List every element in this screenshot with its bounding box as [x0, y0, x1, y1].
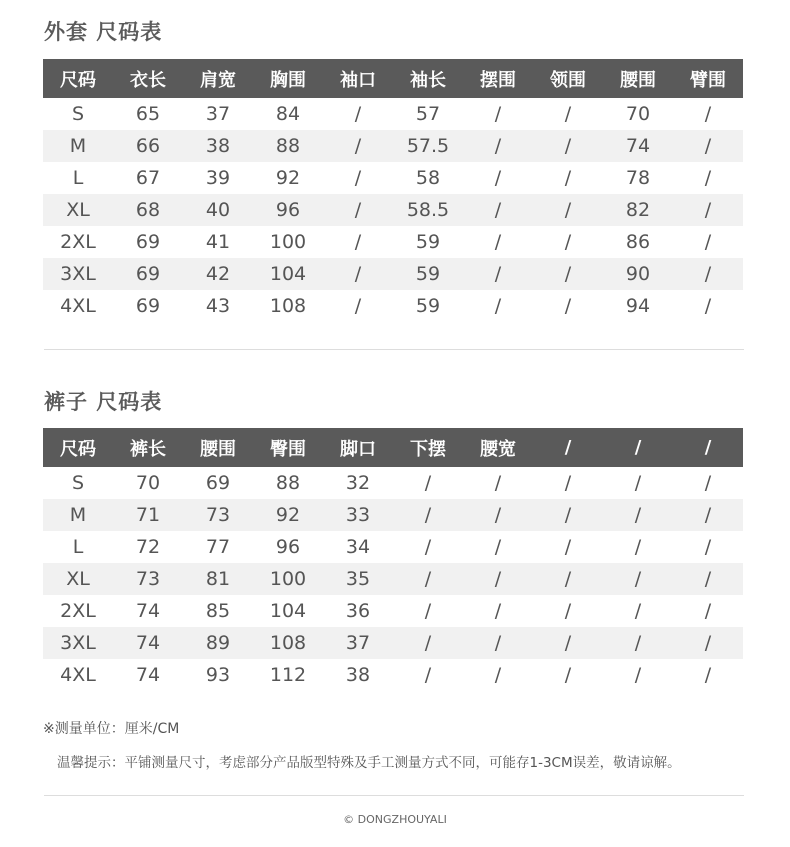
size-label-cell: M — [43, 130, 113, 162]
measurement-cell: / — [533, 162, 603, 194]
size-label-cell: 2XL — [43, 226, 113, 258]
measurement-cell: / — [463, 258, 533, 290]
measurement-cell: / — [533, 659, 603, 691]
measurement-cell: / — [463, 162, 533, 194]
measurement-cell: / — [463, 499, 533, 531]
measurement-cell: / — [673, 467, 743, 499]
measurement-cell: 65 — [113, 98, 183, 130]
table-row — [43, 98, 743, 130]
column-header: / — [533, 428, 603, 467]
column-header: 袖口 — [323, 59, 393, 98]
measurement-cell: / — [673, 226, 743, 258]
size-label-cell: 4XL — [43, 290, 113, 322]
measurement-cell: / — [673, 531, 743, 563]
measurement-cell: / — [463, 130, 533, 162]
measurement-cell: 100 — [253, 563, 323, 595]
column-header: 肩宽 — [183, 59, 253, 98]
jacket-size-chart-title: 外套 尺码表 — [44, 20, 163, 44]
measurement-cell: 38 — [323, 659, 393, 691]
measurement-cell: / — [323, 162, 393, 194]
size-label-cell: S — [43, 467, 113, 499]
measurement-cell: 67 — [113, 162, 183, 194]
measurement-cell: 93 — [183, 659, 253, 691]
measurement-cell: / — [463, 467, 533, 499]
measurement-cell: 82 — [603, 194, 673, 226]
measurement-cell: 86 — [603, 226, 673, 258]
measurement-cell: 69 — [113, 226, 183, 258]
measurement-cell: / — [533, 98, 603, 130]
measurement-cell: / — [393, 531, 463, 563]
table-row — [43, 194, 743, 226]
measurement-cell: 112 — [253, 659, 323, 691]
measurement-cell: 88 — [253, 130, 323, 162]
column-header: 尺码 — [43, 59, 113, 98]
table-row — [43, 627, 743, 659]
table-row — [43, 258, 743, 290]
column-header: 脚口 — [323, 428, 393, 467]
measurement-cell: 59 — [393, 258, 463, 290]
measurement-cell: / — [463, 226, 533, 258]
measurement-cell: / — [323, 258, 393, 290]
measurement-cell: 58 — [393, 162, 463, 194]
measurement-cell: / — [533, 290, 603, 322]
measurement-cell: 58.5 — [393, 194, 463, 226]
measurement-cell: 108 — [253, 627, 323, 659]
measurement-cell: 89 — [183, 627, 253, 659]
table-row — [43, 499, 743, 531]
measurement-cell: / — [533, 194, 603, 226]
measurement-cell: / — [393, 595, 463, 627]
measurement-cell: 66 — [113, 130, 183, 162]
measurement-cell: / — [603, 467, 673, 499]
measurement-cell: / — [533, 595, 603, 627]
measurement-cell: / — [393, 659, 463, 691]
table-row — [43, 130, 743, 162]
measurement-cell: 74 — [113, 627, 183, 659]
table-row — [43, 290, 743, 322]
measurement-cell: 38 — [183, 130, 253, 162]
measurement-cell: / — [463, 659, 533, 691]
column-header: / — [603, 428, 673, 467]
measurement-cell: 70 — [113, 467, 183, 499]
measurement-unit-note: ※测量单位：厘米/CM — [43, 721, 180, 737]
measurement-cell: / — [673, 499, 743, 531]
measurement-cell: / — [323, 194, 393, 226]
measurement-cell: 90 — [603, 258, 673, 290]
measurement-cell: / — [323, 226, 393, 258]
measurement-cell: 72 — [113, 531, 183, 563]
measurement-cell: 59 — [393, 290, 463, 322]
measurement-cell: 92 — [253, 499, 323, 531]
measurement-cell: / — [673, 162, 743, 194]
table-row — [43, 226, 743, 258]
column-header: / — [673, 428, 743, 467]
measurement-cell: / — [463, 194, 533, 226]
measurement-cell: / — [673, 98, 743, 130]
measurement-cell: 39 — [183, 162, 253, 194]
size-label-cell: 4XL — [43, 659, 113, 691]
pants-size-chart-title: 裤子 尺码表 — [44, 390, 163, 414]
size-label-cell: XL — [43, 563, 113, 595]
column-header: 裤长 — [113, 428, 183, 467]
table-row — [43, 162, 743, 194]
measurement-cell: / — [323, 130, 393, 162]
measurement-cell: / — [533, 499, 603, 531]
column-header: 尺码 — [43, 428, 113, 467]
measurement-cell: 70 — [603, 98, 673, 130]
measurement-cell: / — [533, 531, 603, 563]
measurement-tip-note: 温馨提示：平铺测量尺寸，考虑部分产品版型特殊及手工测量方式不同，可能存1-3CM误差，敬请谅解。 — [57, 755, 681, 771]
measurement-cell: 73 — [113, 563, 183, 595]
table-header-row — [43, 59, 743, 98]
measurement-cell: / — [673, 563, 743, 595]
measurement-cell: / — [533, 226, 603, 258]
measurement-cell: 37 — [323, 627, 393, 659]
measurement-cell: 88 — [253, 467, 323, 499]
measurement-cell: / — [393, 627, 463, 659]
measurement-cell: / — [533, 130, 603, 162]
measurement-cell: 104 — [253, 595, 323, 627]
measurement-cell: / — [673, 627, 743, 659]
measurement-cell: 69 — [183, 467, 253, 499]
size-label-cell: 2XL — [43, 595, 113, 627]
measurement-cell: 92 — [253, 162, 323, 194]
measurement-cell: / — [533, 563, 603, 595]
measurement-cell: / — [533, 627, 603, 659]
measurement-cell: / — [673, 194, 743, 226]
measurement-cell: / — [463, 98, 533, 130]
measurement-cell: / — [603, 595, 673, 627]
measurement-cell: / — [323, 290, 393, 322]
column-header: 领围 — [533, 59, 603, 98]
measurement-cell: 42 — [183, 258, 253, 290]
measurement-cell: 96 — [253, 194, 323, 226]
table-header-row — [43, 428, 743, 467]
measurement-cell: 36 — [323, 595, 393, 627]
measurement-cell: 69 — [113, 290, 183, 322]
measurement-cell: 69 — [113, 258, 183, 290]
measurement-cell: 74 — [113, 659, 183, 691]
column-header: 摆围 — [463, 59, 533, 98]
measurement-cell: / — [673, 659, 743, 691]
section-divider — [44, 349, 744, 350]
measurement-cell: / — [463, 290, 533, 322]
size-label-cell: L — [43, 162, 113, 194]
measurement-cell: 77 — [183, 531, 253, 563]
measurement-cell: 59 — [393, 226, 463, 258]
measurement-cell: 96 — [253, 531, 323, 563]
measurement-cell: 74 — [113, 595, 183, 627]
measurement-cell: 81 — [183, 563, 253, 595]
column-header: 下摆 — [393, 428, 463, 467]
measurement-cell: / — [673, 258, 743, 290]
measurement-cell: / — [603, 499, 673, 531]
table-row — [43, 659, 743, 691]
measurement-cell: 43 — [183, 290, 253, 322]
jacket-size-table — [43, 59, 743, 322]
size-label-cell: M — [43, 499, 113, 531]
measurement-cell: 57 — [393, 98, 463, 130]
measurement-cell: / — [393, 467, 463, 499]
measurement-cell: 34 — [323, 531, 393, 563]
measurement-cell: / — [463, 563, 533, 595]
measurement-cell: 78 — [603, 162, 673, 194]
copyright-footer: © DONGZHOUYALI — [343, 813, 447, 826]
table-row — [43, 467, 743, 499]
size-label-cell: XL — [43, 194, 113, 226]
size-label-cell: L — [43, 531, 113, 563]
measurement-cell: / — [533, 258, 603, 290]
column-header: 衣长 — [113, 59, 183, 98]
measurement-cell: 57.5 — [393, 130, 463, 162]
footer-divider — [44, 795, 744, 796]
size-label-cell: 3XL — [43, 627, 113, 659]
table-row — [43, 563, 743, 595]
measurement-cell: / — [673, 290, 743, 322]
pants-size-table — [43, 428, 743, 691]
measurement-cell: / — [603, 627, 673, 659]
column-header: 腰围 — [183, 428, 253, 467]
measurement-cell: 40 — [183, 194, 253, 226]
measurement-cell: / — [603, 659, 673, 691]
measurement-cell: 35 — [323, 563, 393, 595]
measurement-cell: / — [463, 531, 533, 563]
column-header: 袖长 — [393, 59, 463, 98]
measurement-cell: 71 — [113, 499, 183, 531]
measurement-cell: 33 — [323, 499, 393, 531]
measurement-cell: / — [323, 98, 393, 130]
measurement-cell: / — [603, 531, 673, 563]
column-header: 臂围 — [673, 59, 743, 98]
measurement-cell: 73 — [183, 499, 253, 531]
measurement-cell: 104 — [253, 258, 323, 290]
measurement-cell: / — [673, 595, 743, 627]
measurement-cell: 84 — [253, 98, 323, 130]
measurement-cell: / — [393, 563, 463, 595]
measurement-cell: 37 — [183, 98, 253, 130]
measurement-cell: / — [673, 130, 743, 162]
measurement-cell: / — [463, 627, 533, 659]
measurement-cell: / — [463, 595, 533, 627]
measurement-cell: 94 — [603, 290, 673, 322]
size-label-cell: 3XL — [43, 258, 113, 290]
column-header: 臀围 — [253, 428, 323, 467]
measurement-cell: 68 — [113, 194, 183, 226]
measurement-cell: 85 — [183, 595, 253, 627]
measurement-cell: 32 — [323, 467, 393, 499]
size-label-cell: S — [43, 98, 113, 130]
column-header: 腰围 — [603, 59, 673, 98]
measurement-cell: 74 — [603, 130, 673, 162]
table-row — [43, 531, 743, 563]
measurement-cell: / — [603, 563, 673, 595]
column-header: 腰宽 — [463, 428, 533, 467]
table-row — [43, 595, 743, 627]
column-header: 胸围 — [253, 59, 323, 98]
measurement-cell: / — [533, 467, 603, 499]
measurement-cell: / — [393, 499, 463, 531]
measurement-cell: 100 — [253, 226, 323, 258]
measurement-cell: 41 — [183, 226, 253, 258]
measurement-cell: 108 — [253, 290, 323, 322]
